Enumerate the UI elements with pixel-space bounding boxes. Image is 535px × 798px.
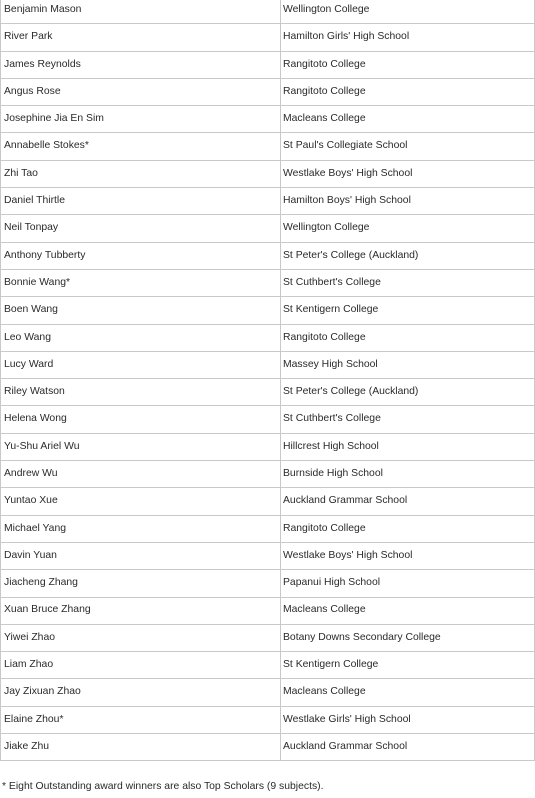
student-name-cell: Andrew Wu: [1, 461, 281, 488]
school-name-cell: Burnside High School: [281, 461, 535, 488]
school-name-cell: St Kentigern College: [281, 652, 535, 679]
table-row: [1, 51, 535, 78]
table-row: [1, 433, 535, 460]
table-row: [1, 679, 535, 706]
student-name-cell: Leo Wang: [1, 324, 281, 351]
school-name-cell: Papanui High School: [281, 570, 535, 597]
school-name-cell: Auckland Grammar School: [281, 734, 535, 761]
table-row: [1, 215, 535, 242]
school-name-cell: St Peter's College (Auckland): [281, 379, 535, 406]
table-row: [1, 160, 535, 187]
student-name-cell: Davin Yuan: [1, 542, 281, 569]
table-row: [1, 0, 535, 24]
school-name-cell: Macleans College: [281, 597, 535, 624]
student-name-cell: Jay Zixuan Zhao: [1, 679, 281, 706]
school-name-cell: Botany Downs Secondary College: [281, 624, 535, 651]
school-name-cell: Hamilton Girls' High School: [281, 24, 535, 51]
student-name-cell: Angus Rose: [1, 78, 281, 105]
school-name-cell: Wellington College: [281, 215, 535, 242]
student-name-cell: River Park: [1, 24, 281, 51]
school-name-cell: Westlake Boys' High School: [281, 542, 535, 569]
school-name-cell: Hamilton Boys' High School: [281, 188, 535, 215]
table-row: [1, 461, 535, 488]
table-row: [1, 406, 535, 433]
student-name-cell: Anthony Tubberty: [1, 242, 281, 269]
table-row: [1, 597, 535, 624]
student-name-cell: Jiake Zhu: [1, 734, 281, 761]
school-name-cell: Auckland Grammar School: [281, 488, 535, 515]
school-name-cell: Macleans College: [281, 106, 535, 133]
school-name-cell: St Cuthbert's College: [281, 406, 535, 433]
school-name-cell: Westlake Boys' High School: [281, 160, 535, 187]
table-row: [1, 324, 535, 351]
student-name-cell: Helena Wong: [1, 406, 281, 433]
table-row: [1, 242, 535, 269]
school-name-cell: Hillcrest High School: [281, 433, 535, 460]
student-name-cell: Riley Watson: [1, 379, 281, 406]
footnote: * Eight Outstanding award winners are also Top Scholars (9 subjects).: [2, 781, 324, 792]
school-name-cell: Westlake Girls' High School: [281, 706, 535, 733]
school-name-cell: Rangitoto College: [281, 515, 535, 542]
student-name-cell: Xuan Bruce Zhang: [1, 597, 281, 624]
student-name-cell: Michael Yang: [1, 515, 281, 542]
student-name-cell: Liam Zhao: [1, 652, 281, 679]
table-row: [1, 269, 535, 296]
table-row: [1, 542, 535, 569]
table-row: [1, 652, 535, 679]
school-name-cell: Rangitoto College: [281, 324, 535, 351]
school-name-cell: Rangitoto College: [281, 78, 535, 105]
student-name-cell: Daniel Thirtle: [1, 188, 281, 215]
table-row: [1, 570, 535, 597]
scholars-table-body: [1, 0, 535, 761]
student-name-cell: Benjamin Mason: [1, 0, 281, 24]
school-name-cell: St Paul's Collegiate School: [281, 133, 535, 160]
school-name-cell: St Kentigern College: [281, 297, 535, 324]
student-name-cell: Bonnie Wang*: [1, 269, 281, 296]
table-row: [1, 24, 535, 51]
table-row: [1, 188, 535, 215]
student-name-cell: Yu-Shu Ariel Wu: [1, 433, 281, 460]
student-name-cell: Lucy Ward: [1, 351, 281, 378]
table-row: [1, 488, 535, 515]
table-row: [1, 515, 535, 542]
student-name-cell: Neil Tonpay: [1, 215, 281, 242]
table-row: [1, 351, 535, 378]
school-name-cell: St Cuthbert's College: [281, 269, 535, 296]
table-row: [1, 78, 535, 105]
school-name-cell: Rangitoto College: [281, 51, 535, 78]
table-row: [1, 734, 535, 761]
student-name-cell: Elaine Zhou*: [1, 706, 281, 733]
school-name-cell: Wellington College: [281, 0, 535, 24]
school-name-cell: Massey High School: [281, 351, 535, 378]
student-name-cell: Annabelle Stokes*: [1, 133, 281, 160]
table-row: [1, 624, 535, 651]
school-name-cell: Macleans College: [281, 679, 535, 706]
table-row: [1, 379, 535, 406]
student-name-cell: Boen Wang: [1, 297, 281, 324]
table-row: [1, 106, 535, 133]
student-name-cell: Yuntao Xue: [1, 488, 281, 515]
table-row: [1, 706, 535, 733]
student-name-cell: Zhi Tao: [1, 160, 281, 187]
table-row: [1, 297, 535, 324]
school-name-cell: St Peter's College (Auckland): [281, 242, 535, 269]
table-row: [1, 133, 535, 160]
student-name-cell: James Reynolds: [1, 51, 281, 78]
student-name-cell: Yiwei Zhao: [1, 624, 281, 651]
student-name-cell: Josephine Jia En Sim: [1, 106, 281, 133]
student-name-cell: Jiacheng Zhang: [1, 570, 281, 597]
